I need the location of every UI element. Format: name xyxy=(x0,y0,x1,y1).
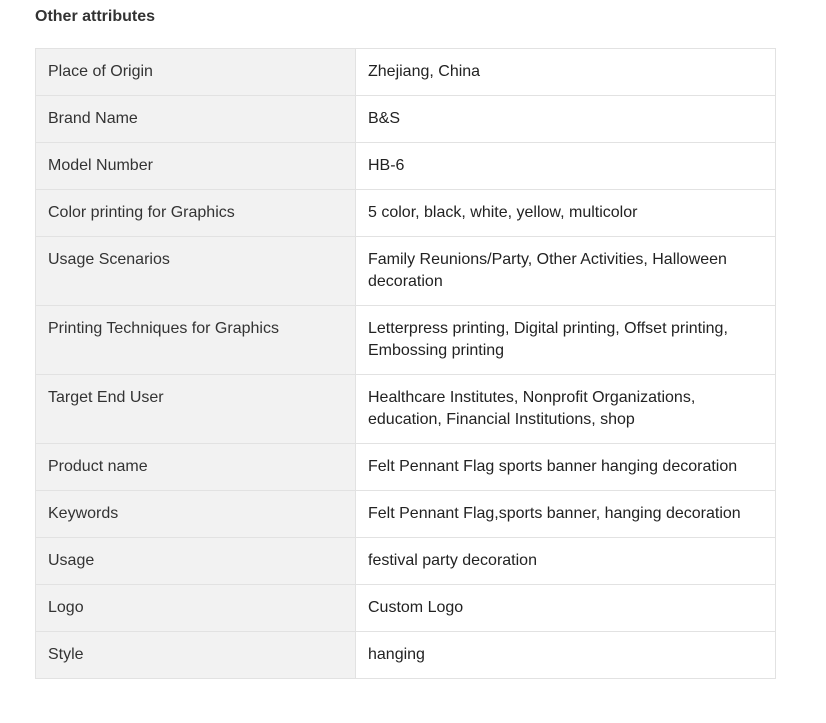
attribute-value: Healthcare Institutes, Nonprofit Organizations, education, Financial Institutions, shop xyxy=(356,375,776,444)
table-row xyxy=(36,491,776,538)
attribute-value: HB-6 xyxy=(356,143,776,190)
table-row xyxy=(36,444,776,491)
attributes-table xyxy=(35,48,776,679)
table-row xyxy=(36,632,776,679)
table-row xyxy=(36,143,776,190)
attribute-value: Family Reunions/Party, Other Activities, Halloween decoration xyxy=(356,237,776,306)
table-row xyxy=(36,49,776,96)
attribute-value: 5 color, black, white, yellow, multicolor xyxy=(356,190,776,237)
attribute-key: Target End User xyxy=(36,375,356,444)
attribute-key: Usage Scenarios xyxy=(36,237,356,306)
attribute-value: festival party decoration xyxy=(356,538,776,585)
attribute-key: Model Number xyxy=(36,143,356,190)
attribute-key: Product name xyxy=(36,444,356,491)
table-row xyxy=(36,375,776,444)
attribute-value: Zhejiang, China xyxy=(356,49,776,96)
attribute-value: Felt Pennant Flag,sports banner, hanging decoration xyxy=(356,491,776,538)
table-row xyxy=(36,96,776,143)
table-row xyxy=(36,538,776,585)
section-title: Other attributes xyxy=(35,8,156,25)
attribute-value: B&S xyxy=(356,96,776,143)
attribute-value: Custom Logo xyxy=(356,585,776,632)
attribute-value: Felt Pennant Flag sports banner hanging decoration xyxy=(356,444,776,491)
attribute-key: Logo xyxy=(36,585,356,632)
attribute-key: Usage xyxy=(36,538,356,585)
attribute-key: Brand Name xyxy=(36,96,356,143)
table-row xyxy=(36,190,776,237)
attribute-key: Keywords xyxy=(36,491,356,538)
table-row xyxy=(36,237,776,306)
attribute-key: Place of Origin xyxy=(36,49,356,96)
attribute-key: Style xyxy=(36,632,356,679)
attribute-value: Letterpress printing, Digital printing, Offset printing, Embossing printing xyxy=(356,306,776,375)
table-row xyxy=(36,306,776,375)
attribute-key: Printing Techniques for Graphics xyxy=(36,306,356,375)
attribute-value: hanging xyxy=(356,632,776,679)
attribute-key: Color printing for Graphics xyxy=(36,190,356,237)
table-row xyxy=(36,585,776,632)
